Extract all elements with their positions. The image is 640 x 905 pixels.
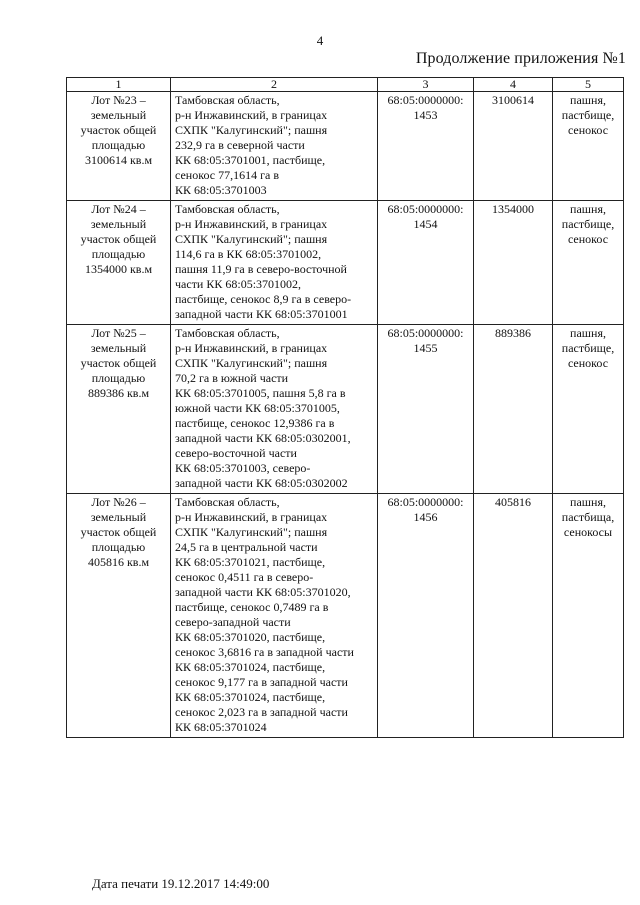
land-use-cell — [553, 325, 624, 494]
lot-description-line: участок общей — [80, 525, 157, 539]
address-line: КК 68:05:3701021, пастбище, — [175, 555, 326, 569]
lot-description-line: участок общей — [80, 232, 157, 246]
address-line: Тамбовская область, — [175, 326, 280, 340]
address-line: СХПК "Калугинский"; пашня — [175, 123, 328, 137]
lot-description-line: 3100614 кв.м — [84, 153, 153, 167]
address-line: сенокос 3,6816 га в западной части — [175, 645, 354, 659]
land-use-line: сенокос — [567, 356, 609, 370]
lot-description-line: 1354000 кв.м — [84, 262, 153, 276]
address-line: западной части КК 68:05:0302001, — [175, 431, 351, 445]
page-number: 4 — [316, 33, 324, 48]
address-line: КК 68:05:3701003, северо- — [175, 461, 311, 475]
lot-description-line: Лот №25 – — [91, 326, 146, 340]
table-row — [67, 325, 624, 494]
land-use-line: сенокос — [567, 232, 609, 246]
address-line: р-н Инжавинский, в границах — [175, 510, 328, 524]
land-use-cell — [553, 494, 624, 738]
address-line: части КК 68:05:3701002, — [175, 277, 302, 291]
cadastral-number-line: 68:05:0000000: — [387, 202, 464, 216]
address-line: западной части КК 68:05:0302002 — [175, 476, 348, 490]
address-line: сенокос 2,023 га в западной части — [175, 705, 348, 719]
address-line: Тамбовская область, — [175, 93, 280, 107]
address-line: КК 68:05:3701005, пашня 5,8 га в — [175, 386, 346, 400]
address-line: 24,5 га в центральной части — [175, 540, 318, 554]
cadastral-number-line: 1456 — [413, 510, 438, 524]
area-cell: 889386 — [474, 325, 553, 494]
column-header-1: 1 — [67, 78, 171, 92]
address-line: р-н Инжавинский, в границах — [175, 341, 328, 355]
lots-table — [66, 77, 624, 738]
address-line: КК 68:05:3701024, пастбище, — [175, 660, 326, 674]
address-line: р-н Инжавинский, в границах — [175, 217, 328, 231]
address-line: сенокос 0,4511 га в северо- — [175, 570, 314, 584]
address-line: пастбище, сенокос 0,7489 га в — [175, 600, 329, 614]
cadastral-number-line: 1453 — [413, 108, 438, 122]
address-line: западной части КК 68:05:3701001 — [175, 307, 348, 321]
area-cell: 405816 — [474, 494, 553, 738]
cadastral-number-line: 68:05:0000000: — [387, 326, 464, 340]
address-line: р-н Инжавинский, в границах — [175, 108, 328, 122]
cadastral-number-line: 68:05:0000000: — [387, 93, 464, 107]
table-row — [67, 201, 624, 325]
lot-description-line: участок общей — [80, 356, 157, 370]
address-line: 232,9 га в северной части — [175, 138, 305, 152]
land-use-cell — [553, 92, 624, 201]
address-line: КК 68:05:3701024, пастбище, — [175, 690, 326, 704]
column-header-2: 2 — [171, 78, 378, 92]
cadastral-number-cell — [378, 201, 474, 325]
land-use-line: пастбище, — [561, 217, 615, 231]
land-use-line: пастбище, — [561, 341, 615, 355]
address-line: СХПК "Калугинский"; пашня — [175, 525, 328, 539]
lot-description-line: площадью — [91, 247, 146, 261]
area-cell: 3100614 — [474, 92, 553, 201]
lot-description-line: площадью — [91, 540, 146, 554]
address-line: КК 68:05:3701020, пастбище, — [175, 630, 326, 644]
lot-description-line: земельный — [90, 510, 147, 524]
address-cell — [171, 325, 378, 494]
address-line: 70,2 га в южной части — [175, 371, 289, 385]
land-use-line: пашня, — [570, 93, 606, 107]
lot-description-cell — [67, 92, 171, 201]
address-line: пастбище, сенокос 8,9 га в северо- — [175, 292, 352, 306]
lot-description-line: Лот №26 – — [91, 495, 146, 509]
land-use-line: пашня, — [570, 326, 606, 340]
table-header-row — [67, 78, 624, 92]
address-line: пастбище, сенокос 12,9386 га в — [175, 416, 335, 430]
cadastral-number-cell — [378, 494, 474, 738]
land-use-line: сенокос — [567, 123, 609, 137]
land-use-cell — [553, 201, 624, 325]
address-line: сенокос 9,177 га в западной части — [175, 675, 348, 689]
address-cell — [171, 201, 378, 325]
land-use-line: пастбище, — [561, 108, 615, 122]
address-line: северо-восточной части — [175, 446, 297, 460]
lot-description-cell — [67, 494, 171, 738]
lot-description-line: земельный — [90, 217, 147, 231]
address-line: СХПК "Калугинский"; пашня — [175, 356, 328, 370]
lot-description-line: площадью — [91, 138, 146, 152]
table-row — [67, 92, 624, 201]
cadastral-number-cell — [378, 92, 474, 201]
lot-description-cell — [67, 201, 171, 325]
address-line: сенокос 77,1614 га в — [175, 168, 279, 182]
lot-description-line: участок общей — [80, 123, 157, 137]
cadastral-number-line: 1454 — [413, 217, 438, 231]
area-cell: 1354000 — [474, 201, 553, 325]
address-cell — [171, 92, 378, 201]
column-header-3: 3 — [378, 78, 474, 92]
column-header-4: 4 — [474, 78, 553, 92]
cadastral-number-line: 68:05:0000000: — [387, 495, 464, 509]
lot-description-line: 889386 кв.м — [87, 386, 150, 400]
address-line: южной части КК 68:05:3701005, — [175, 401, 340, 415]
address-line: Тамбовская область, — [175, 202, 280, 216]
lot-description-line: Лот №24 – — [91, 202, 146, 216]
lot-description-line: 405816 кв.м — [87, 555, 150, 569]
land-use-line: пастбища, — [561, 510, 615, 524]
lot-description-cell — [67, 325, 171, 494]
lots-table-body — [67, 92, 624, 738]
appendix-continuation-header: Продолжение приложения №1 — [415, 50, 626, 67]
lot-description-line: Лот №23 – — [91, 93, 146, 107]
land-use-line: сенокосы — [563, 525, 613, 539]
lot-description-line: земельный — [90, 108, 147, 122]
address-line: 114,6 га в КК 68:05:3701002, — [175, 247, 322, 261]
print-date: Дата печати 19.12.2017 14:49:00 — [92, 876, 270, 891]
address-line: западной части КК 68:05:3701020, — [175, 585, 351, 599]
address-line: пашня 11,9 га в северо-восточной — [175, 262, 347, 276]
address-line: Тамбовская область, — [175, 495, 280, 509]
table-row — [67, 494, 624, 738]
address-line: КК 68:05:3701001, пастбище, — [175, 153, 326, 167]
address-line: КК 68:05:3701003 — [175, 183, 267, 197]
address-cell — [171, 494, 378, 738]
address-line: СХПК "Калугинский"; пашня — [175, 232, 328, 246]
cadastral-number-cell — [378, 325, 474, 494]
land-use-line: пашня, — [570, 495, 606, 509]
address-line: северо-западной части — [175, 615, 291, 629]
cadastral-number-line: 1455 — [413, 341, 438, 355]
land-use-line: пашня, — [570, 202, 606, 216]
lot-description-line: площадью — [91, 371, 146, 385]
lot-description-line: земельный — [90, 341, 147, 355]
column-header-5: 5 — [553, 78, 624, 92]
address-line: КК 68:05:3701024 — [175, 720, 267, 734]
